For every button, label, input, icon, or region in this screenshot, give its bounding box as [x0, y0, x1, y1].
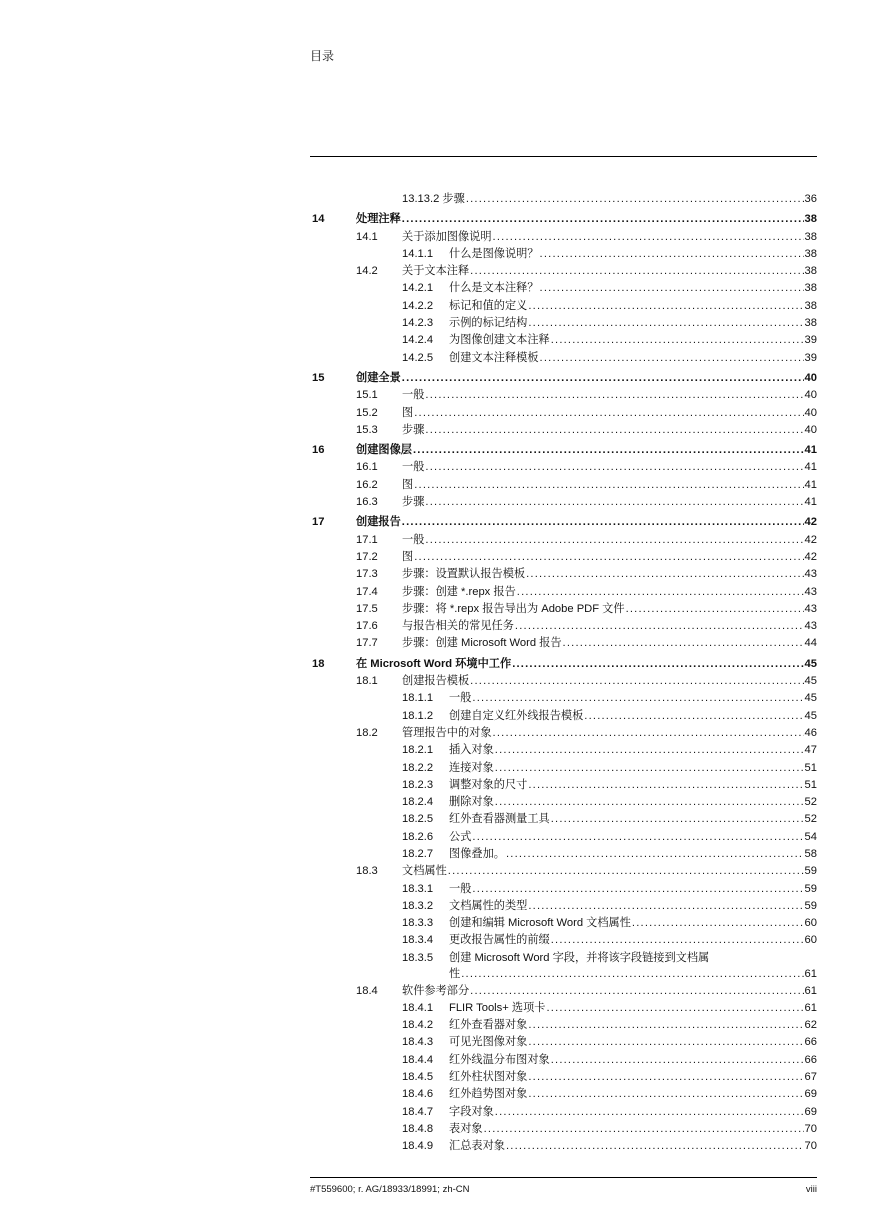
toc-page-number: 41 — [804, 478, 817, 491]
toc-page-number: 43 — [804, 568, 817, 581]
toc-entry[interactable] — [310, 881, 817, 898]
toc-section-number: 15.2 — [356, 406, 378, 419]
toc-entry-title: 在 Microsoft Word 环境中工作 — [356, 657, 512, 670]
toc-entry[interactable] — [310, 1138, 817, 1155]
toc-section-number: 18.4.3 — [402, 1036, 434, 1049]
toc-entry-title: 红外柱状图对象 — [449, 1071, 528, 1084]
toc-entry[interactable] — [310, 442, 817, 459]
toc-entry-title: 一般 — [449, 692, 472, 705]
toc-page-number: 44 — [804, 637, 817, 650]
toc-page-number: 40 — [804, 389, 817, 402]
toc-dot-leader — [472, 881, 803, 898]
toc-dot-leader — [517, 584, 804, 601]
toc-dot-leader — [402, 211, 804, 228]
toc-section-number: 18.3.4 — [402, 934, 434, 947]
toc-entry[interactable] — [310, 298, 817, 315]
toc-section-number: 18.4.4 — [402, 1053, 434, 1066]
toc-entry[interactable] — [310, 549, 817, 566]
toc-entry[interactable] — [310, 760, 817, 777]
toc-section-number: 18.4.2 — [402, 1019, 434, 1032]
toc-entry[interactable] — [310, 422, 817, 439]
toc-page-number: 40 — [804, 371, 817, 384]
toc-dot-leader — [472, 829, 803, 846]
toc-dot-leader — [528, 777, 803, 794]
toc-page-number: 46 — [804, 726, 817, 739]
toc-entry[interactable] — [310, 1121, 817, 1138]
toc-section-number: 14.2.4 — [402, 334, 434, 347]
toc-page-number: 42 — [804, 533, 817, 546]
toc-entry[interactable] — [310, 708, 817, 725]
toc-dot-leader — [540, 350, 804, 367]
toc-page-number: 62 — [804, 1019, 817, 1032]
toc-entry-title: 可见光图像对象 — [449, 1036, 528, 1049]
toc-entry-title: 创建自定义红外线报告模板 — [449, 709, 584, 722]
toc-page-number: 45 — [804, 692, 817, 705]
toc-page-number: 60 — [804, 934, 817, 947]
toc-section-number: 18.2 — [356, 726, 378, 739]
toc-entry[interactable] — [310, 211, 817, 228]
toc-dot-leader — [626, 601, 804, 618]
toc-entry-title: 文档属性 — [402, 865, 447, 878]
toc-section-number: 18.2.5 — [402, 813, 434, 826]
toc-section-number: 14.2.5 — [402, 351, 434, 364]
toc-entry-title: 删除对象 — [449, 796, 494, 809]
toc-page-number: 45 — [804, 709, 817, 722]
toc-entry-title: 连接对象 — [449, 761, 494, 774]
toc-page-number: 38 — [804, 230, 817, 243]
toc-dot-leader — [495, 1104, 804, 1121]
toc-page-number: 38 — [804, 299, 817, 312]
toc-entry-title: 汇总表对象 — [449, 1140, 505, 1153]
toc-dot-leader — [632, 915, 804, 932]
toc-dot-leader — [470, 673, 803, 690]
toc-dot-leader — [402, 370, 804, 387]
toc-entry[interactable] — [310, 1086, 817, 1103]
toc-page-number: 45 — [804, 675, 817, 688]
toc-entry-title: 创建报告模板 — [402, 675, 470, 688]
toc-entry-title: 步骤：将 *.repx 报告导出为 Adobe PDF 文件 — [402, 602, 625, 615]
toc-page-number: 59 — [804, 899, 817, 912]
toc-section-number: 17.4 — [356, 585, 378, 598]
toc-section-number: 18.4 — [356, 984, 378, 997]
toc-entry-title: 步骤 — [402, 423, 425, 436]
toc-entry[interactable] — [310, 742, 817, 759]
toc-entry[interactable] — [310, 566, 817, 583]
toc-page-number: 38 — [804, 213, 817, 226]
toc-entry-title: 与报告相关的常见任务 — [402, 620, 514, 633]
toc-section-number: 18.4.9 — [402, 1140, 434, 1153]
toc-entry[interactable] — [310, 263, 817, 280]
toc-entry-title: 步骤：设置默认报告模板 — [402, 568, 526, 581]
toc-section-number: 18.2.7 — [402, 847, 434, 860]
toc-dot-leader — [540, 280, 804, 297]
toc-section-number: 18.3 — [356, 865, 378, 878]
toc-page-number: 36 — [804, 193, 817, 205]
toc-section-number: 18.1.2 — [402, 709, 434, 722]
toc-section-number: 14.2.1 — [402, 282, 434, 295]
toc-entry-title: 创建报告 — [356, 516, 401, 529]
toc-dot-leader — [563, 635, 804, 652]
toc-entry[interactable] — [310, 1017, 817, 1034]
toc-dot-leader — [425, 459, 803, 476]
toc-dot-leader — [528, 298, 803, 315]
toc-page-number: 69 — [804, 1088, 817, 1101]
toc-entry[interactable] — [310, 315, 817, 332]
toc-entry-title: 文档属性的类型 — [449, 899, 528, 912]
toc-dot-leader — [551, 811, 804, 828]
toc-entry-title: 创建和编辑 Microsoft Word 文档属性 — [449, 917, 631, 930]
toc-section-number: 14.2.3 — [402, 317, 434, 330]
toc-section-number: 15.1 — [356, 389, 378, 402]
toc-section-number: 17.5 — [356, 602, 378, 615]
toc-entry[interactable] — [310, 1069, 817, 1086]
toc-chapter-number: 14 — [312, 213, 325, 226]
toc-section-number: 18.2.6 — [402, 830, 434, 843]
toc-entry[interactable] — [310, 514, 817, 531]
toc-entry-title: 创建 Microsoft Word 字段，并将该字段链接到文档属 — [449, 951, 710, 964]
toc-entry-title: 创建图像层 — [356, 444, 412, 457]
toc-dot-leader — [493, 229, 804, 246]
toc-entry-title: 管理报告中的对象 — [402, 726, 492, 739]
toc-dot-leader — [528, 898, 803, 915]
toc-dot-leader — [506, 1138, 804, 1155]
toc-dot-leader — [472, 690, 803, 707]
toc-entry-title: FLIR Tools+ 选项卡 — [449, 1001, 546, 1014]
toc-entry-title: 为图像创建文本注释 — [449, 334, 550, 347]
toc-entry[interactable] — [310, 405, 817, 422]
toc-dot-leader — [512, 656, 803, 673]
toc-section-number: 14.1 — [356, 230, 378, 243]
toc-entry-title: 字段对象 — [449, 1105, 494, 1118]
toc-entry-title: 示例的标记结构 — [449, 317, 528, 330]
toc-entry-title: 表对象 — [449, 1122, 483, 1135]
toc-entry-title: 步骤 — [402, 496, 425, 509]
toc-entry[interactable] — [310, 846, 817, 863]
toc-entry[interactable] — [310, 532, 817, 549]
toc-dot-leader — [528, 1086, 803, 1103]
header-divider — [310, 156, 817, 157]
toc-section-number: 14.2 — [356, 265, 378, 278]
toc-entry-title: 什么是图像说明？ — [449, 247, 539, 260]
toc-section-number: 18.2.1 — [402, 744, 434, 757]
toc-dot-leader — [470, 263, 803, 280]
toc-dot-leader — [484, 1121, 804, 1138]
toc-entry[interactable] — [310, 229, 817, 246]
toc-page-number: 38 — [804, 317, 817, 330]
toc-dot-leader — [528, 1034, 803, 1051]
toc-entry[interactable] — [310, 983, 817, 1000]
toc-page-number: 66 — [804, 1053, 817, 1066]
toc-entry[interactable] — [310, 1052, 817, 1069]
toc-entry[interactable] — [310, 618, 817, 635]
toc-entry[interactable] — [310, 656, 817, 673]
toc-entry-title: 图 — [402, 478, 414, 491]
toc-entry[interactable] — [310, 811, 817, 828]
toc-page-number: 52 — [804, 813, 817, 826]
toc-entry-title: 红外趋势图对象 — [449, 1088, 528, 1101]
toc-dot-leader — [506, 846, 804, 863]
toc-entry[interactable] — [310, 1034, 817, 1051]
toc-page-number: 61 — [804, 968, 817, 981]
toc-page-number: 38 — [804, 247, 817, 260]
toc-entry[interactable] — [310, 477, 817, 494]
toc-page-number: 39 — [804, 351, 817, 364]
toc-dot-leader — [540, 246, 804, 263]
toc-entry[interactable] — [310, 1000, 817, 1017]
footer-page-number: viii — [805, 1184, 817, 1195]
toc-entry-title: 标记和值的定义 — [449, 299, 528, 312]
toc-page-number: 43 — [804, 620, 817, 633]
toc-entry-title: 处理注释 — [356, 213, 401, 226]
toc-dot-leader — [402, 514, 804, 531]
toc-entry-title: 插入对象 — [449, 744, 494, 757]
toc-chapter-number: 16 — [312, 444, 325, 457]
toc-page-number: 40 — [804, 423, 817, 436]
toc-dot-leader — [515, 618, 804, 635]
toc-page-number: 39 — [804, 334, 817, 347]
toc-section-number: 15.3 — [356, 423, 378, 436]
toc-dot-leader — [448, 863, 804, 880]
toc-page-number: 42 — [804, 516, 817, 529]
toc-page-number: 69 — [804, 1105, 817, 1118]
toc-entry-title: 一般 — [402, 389, 425, 402]
toc-section-number: 17.7 — [356, 637, 378, 650]
toc-dot-leader — [495, 742, 804, 759]
toc-entry-title: 创建文本注释模板 — [449, 351, 539, 364]
toc-dot-leader — [425, 387, 803, 404]
toc-section-number: 18.1.1 — [402, 692, 434, 705]
toc-entry[interactable] — [310, 635, 817, 652]
toc-section-number: 18.3.2 — [402, 899, 434, 912]
toc-section-number: 16.3 — [356, 496, 378, 509]
toc-entry[interactable] — [310, 459, 817, 476]
toc-dot-leader — [414, 549, 803, 566]
toc-page-number: 41 — [804, 444, 817, 457]
toc-entry-title: 性 — [449, 968, 461, 981]
toc-page-number: 70 — [804, 1122, 817, 1135]
toc-page-number: 58 — [804, 847, 817, 860]
toc-entry-title: 图 — [402, 550, 414, 563]
toc-entry-title: 一般 — [402, 461, 425, 474]
toc-dot-leader — [414, 477, 803, 494]
toc-page-number: 61 — [804, 1001, 817, 1014]
toc-entry[interactable] — [310, 280, 817, 297]
toc-dot-leader — [470, 983, 803, 1000]
toc-entry[interactable] — [310, 932, 817, 949]
toc-page-number: 52 — [804, 796, 817, 809]
toc-entry[interactable] — [310, 494, 817, 511]
toc-dot-leader — [461, 967, 803, 983]
footer-divider — [310, 1177, 817, 1178]
toc-section-number: 18.3.3 — [402, 917, 434, 930]
toc-section-number: 16.2 — [356, 478, 378, 491]
toc-section-number: 18.4.5 — [402, 1071, 434, 1084]
page-header-title: 目录 — [310, 49, 335, 63]
toc-page-number: 67 — [804, 1071, 817, 1084]
toc-entry-title: 图 — [402, 406, 414, 419]
toc-chapter-number: 15 — [312, 371, 325, 384]
toc-entry[interactable] — [310, 829, 817, 846]
toc-section-number: 18.2.2 — [402, 761, 434, 774]
toc-entry-title: 调整对象的尺寸 — [449, 778, 528, 791]
toc-entry[interactable] — [310, 387, 817, 404]
toc-section-number: 17.1 — [356, 533, 378, 546]
toc-section-number: 17.6 — [356, 620, 378, 633]
toc-entry[interactable] — [310, 690, 817, 707]
toc-dot-leader — [526, 566, 803, 583]
toc-entry[interactable] — [310, 191, 817, 208]
toc-entry-title: 红外查看器对象 — [449, 1019, 528, 1032]
toc-entry-title: 步骤：创建 Microsoft Word 报告 — [402, 637, 562, 650]
toc-section-number: 17.3 — [356, 568, 378, 581]
toc-entry[interactable] — [310, 601, 817, 618]
toc-entry[interactable] — [310, 898, 817, 915]
toc-entry[interactable] — [310, 246, 817, 263]
toc-entry[interactable] — [310, 332, 817, 349]
toc-section-number: 18.2.3 — [402, 778, 434, 791]
toc-page-number: 54 — [804, 830, 817, 843]
toc-page-number: 45 — [804, 657, 817, 670]
toc-section-number: 16.1 — [356, 461, 378, 474]
toc-section-number: 18.3.1 — [402, 882, 434, 895]
toc-entry-title: 红外查看器测量工具 — [449, 813, 550, 826]
toc-dot-leader — [551, 332, 804, 349]
toc-page-number: 51 — [804, 778, 817, 791]
toc-page-number: 51 — [804, 761, 817, 774]
toc-dot-leader — [584, 708, 803, 725]
toc-entry[interactable] — [310, 673, 817, 690]
toc-dot-leader — [425, 494, 803, 511]
toc-dot-leader — [528, 1017, 803, 1034]
toc-entry[interactable] — [310, 370, 817, 387]
toc-entry[interactable] — [310, 777, 817, 794]
toc-entry-title: 一般 — [402, 533, 425, 546]
toc-entry-title: 关于添加图像说明 — [402, 230, 492, 243]
toc-dot-leader — [493, 725, 804, 742]
toc-entry-title: 软件参考部分 — [402, 984, 470, 997]
toc-entry[interactable] — [310, 350, 817, 367]
toc-dot-leader — [546, 1000, 803, 1017]
toc-page-number: 66 — [804, 1036, 817, 1049]
toc-page-number: 47 — [804, 744, 817, 757]
toc-entry[interactable] — [310, 950, 817, 967]
toc-entry-title: 红外线温分布图对象 — [449, 1053, 550, 1066]
toc-page-number: 59 — [804, 882, 817, 895]
toc-page-number: 42 — [804, 550, 817, 563]
toc-chapter-number: 17 — [312, 516, 325, 529]
toc-entry[interactable] — [310, 967, 817, 983]
toc-dot-leader — [528, 1069, 803, 1086]
toc-page-number: 40 — [804, 406, 817, 419]
toc-section-number: 14.1.1 — [402, 247, 434, 260]
toc-section-number: 18.1 — [356, 675, 378, 688]
toc-page-number: 61 — [804, 984, 817, 997]
toc-entry[interactable] — [310, 915, 817, 932]
toc-dot-leader — [414, 405, 803, 422]
toc-section-number: 18.2.4 — [402, 796, 434, 809]
toc-page-number: 38 — [804, 265, 817, 278]
toc-page-number: 59 — [804, 865, 817, 878]
toc-entry[interactable] — [310, 1104, 817, 1121]
toc-entry[interactable] — [310, 863, 817, 880]
toc-entry-title: 关于文本注释 — [402, 265, 470, 278]
toc-dot-leader — [495, 794, 804, 811]
toc-chapter-number: 18 — [312, 657, 325, 670]
footer-document-id: #T559600; r. AG/18933/18991; zh-CN — [310, 1184, 470, 1195]
toc-page-number: 41 — [804, 461, 817, 474]
toc-section-number: 18.3.5 — [402, 951, 434, 964]
toc-page-number: 43 — [804, 602, 817, 615]
toc-page-number: 41 — [804, 496, 817, 509]
toc-entry-title: 13.13.2 步骤 — [402, 193, 465, 205]
toc-entry-title: 公式 — [449, 830, 472, 843]
toc-page-number: 38 — [804, 282, 817, 295]
table-of-contents — [310, 191, 817, 1156]
toc-section-number: 18.4.8 — [402, 1122, 434, 1135]
toc-page-number: 43 — [804, 585, 817, 598]
toc-dot-leader — [413, 442, 804, 459]
toc-entry-title: 图像叠加。 — [449, 847, 505, 860]
toc-entry-title: 更改报告属性的前缀 — [449, 934, 550, 947]
toc-dot-leader — [528, 315, 803, 332]
toc-page-number: 60 — [804, 917, 817, 930]
toc-section-number: 14.2.2 — [402, 299, 434, 312]
toc-entry-title: 什么是文本注释？ — [449, 282, 539, 295]
toc-section-number: 17.2 — [356, 550, 378, 563]
toc-entry-title: 创建全景 — [356, 371, 401, 384]
toc-section-number: 18.4.7 — [402, 1105, 434, 1118]
toc-dot-leader — [551, 1052, 804, 1069]
toc-dot-leader — [425, 422, 803, 439]
toc-entry[interactable] — [310, 725, 817, 742]
toc-page-number: 70 — [804, 1140, 817, 1153]
toc-dot-leader — [425, 532, 803, 549]
toc-entry-title: 步骤：创建 *.repx 报告 — [402, 585, 516, 598]
toc-entry[interactable] — [310, 794, 817, 811]
toc-dot-leader — [551, 932, 804, 949]
toc-dot-leader — [495, 760, 804, 777]
toc-dot-leader — [466, 191, 804, 208]
toc-entry[interactable] — [310, 584, 817, 601]
toc-entry-title: 一般 — [449, 882, 472, 895]
toc-section-number: 18.4.1 — [402, 1001, 434, 1014]
toc-section-number: 18.4.6 — [402, 1088, 434, 1101]
